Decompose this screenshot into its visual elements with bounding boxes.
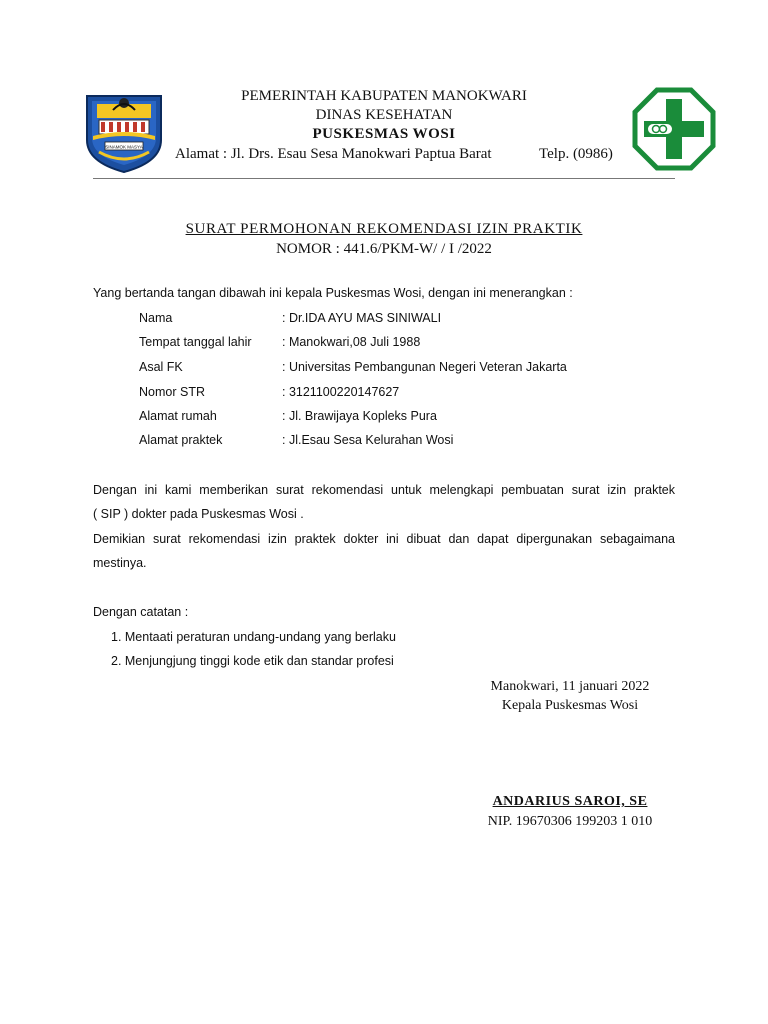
paragraph-2-line-2: mestinya. [93, 556, 147, 570]
signer-name: ANDARIUS SAROI, SE [492, 794, 648, 809]
note-item-1: 1. Mentaati peraturan undang-undang yang berlaku [111, 630, 396, 644]
field-value-asal-fk: : Universitas Pembangunan Negeri Veteran Jakarta [282, 360, 567, 374]
field-value-alamat-rumah: : Jl. Brawijaya Kopleks Pura [282, 409, 437, 423]
paragraph-1-line-1: Dengan ini kami memberikan surat rekomendasi untuk melengkapi pembuatan surat izin praktek [93, 483, 675, 497]
header-department-line: DINAS KESEHATAN [315, 107, 453, 123]
field-value-alamat-praktek: : Jl.Esau Sesa Kelurahan Wosi [282, 433, 454, 447]
signature-position: Kepala Puskesmas Wosi [501, 698, 639, 713]
field-label-alamat-praktek: Alamat praktek [139, 433, 223, 447]
document-title: SURAT PERMOHONAN REKOMENDASI IZIN PRAKTIK [185, 221, 583, 237]
header-address: Alamat : Jl. Drs. Esau Sesa Manokwari Paptua Barat [175, 146, 492, 162]
signer-nip: NIP. 19670306 199203 1 010 [487, 814, 653, 829]
field-label-alamat-rumah: Alamat rumah [139, 409, 217, 423]
field-value-ttl: : Manokwari,08 Juli 1988 [282, 335, 421, 349]
paragraph-1-line-2: ( SIP ) dokter pada Puskesmas Wosi . [93, 507, 304, 521]
field-label-nama: Nama [139, 311, 173, 325]
header-government-line: PEMERINTAH KABUPATEN MANOKWARI [241, 88, 527, 104]
field-label-ttl: Tempat tanggal lahir [139, 335, 252, 349]
signature-place-date: Manokwari, 11 januari 2022 [490, 679, 650, 694]
notes-heading: Dengan catatan : [93, 605, 189, 619]
field-label-str: Nomor STR [139, 385, 205, 399]
field-value-str: : 3121100220147627 [282, 385, 400, 399]
header-puskesmas-line: PUSKESMAS WOSI [312, 126, 456, 142]
crest-motto-text: SINAMOK MASYA [105, 144, 143, 150]
note-item-2: 2. Menjungjung tinggi kode etik dan standar profesi [111, 654, 394, 668]
intro-text: Yang bertanda tangan dibawah ini kepala Puskesmas Wosi, dengan ini menerangkan : [93, 286, 573, 300]
field-label-asal-fk: Asal FK [139, 360, 183, 374]
header-divider [93, 178, 675, 179]
header-phone: Telp. (0986) [539, 146, 613, 162]
document-number: NOMOR : 441.6/PKM-W/ / I /2022 [276, 241, 492, 257]
field-value-nama: : Dr.IDA AYU MAS SINIWALI [282, 311, 442, 325]
paragraph-2-line-1: Demikian surat rekomendasi izin praktek dokter ini dibuat dan dapat dipergunakan sebagaimana [93, 532, 675, 546]
